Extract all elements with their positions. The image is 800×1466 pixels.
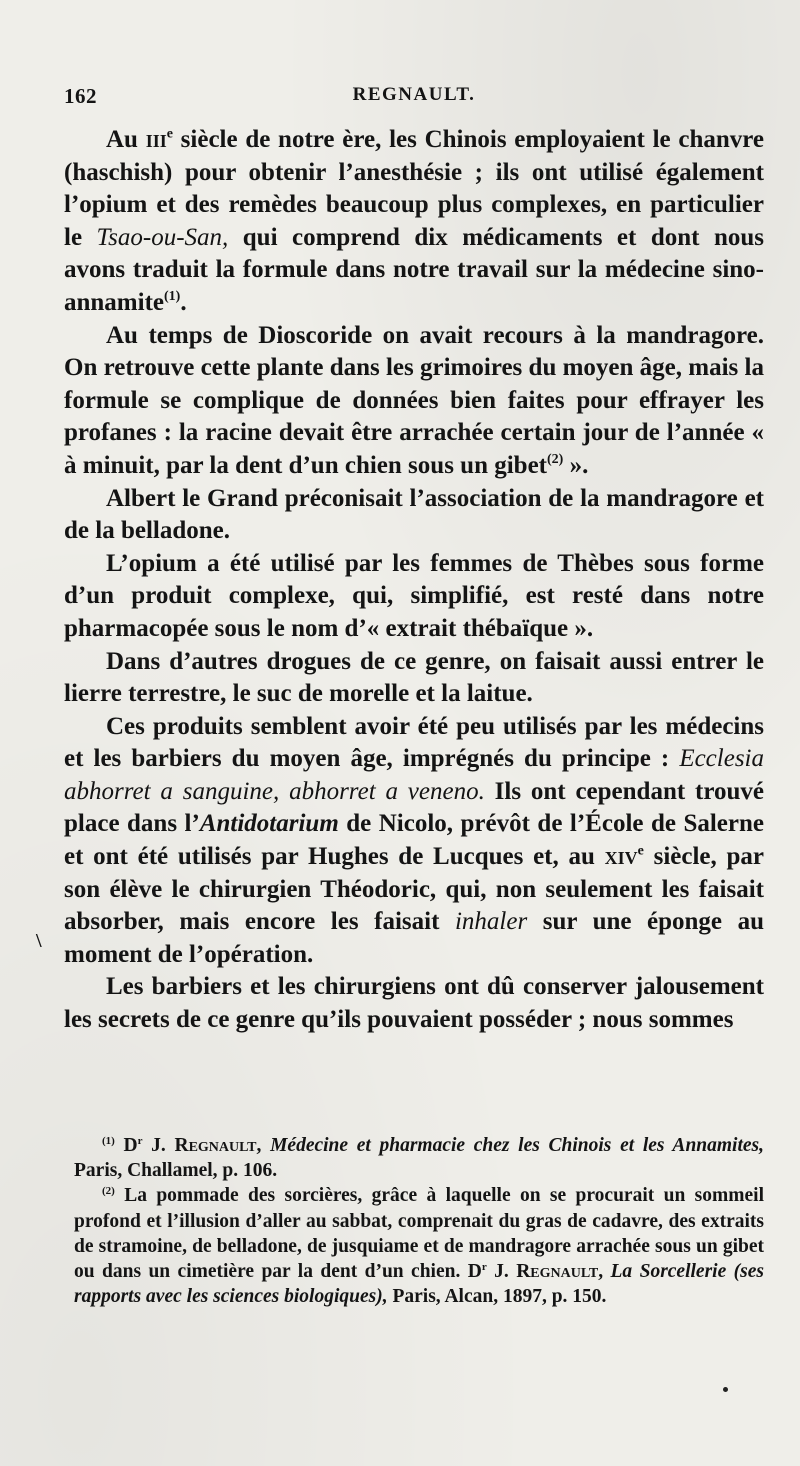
paragraph-albert-le-grand: Albert le Grand préconisait l’association de la mandragore et de la belladone.: [64, 484, 764, 545]
paragraph-mandragore: [64, 320, 764, 483]
paragraph-chinese-anesthesia: [64, 124, 764, 320]
publication-info: Paris, Alcan, 1897, p. 150.: [387, 1286, 607, 1308]
book-title: La Sorcellerie (ses rapports avec les sciences biologiques),: [74, 1261, 764, 1308]
running-title: REGNAULT.: [352, 84, 476, 105]
latin-maxim: Ecclesia abhorret a sanguine, abhorret a veneno.: [64, 745, 764, 805]
footnote-marker: (2): [102, 1185, 115, 1198]
text-run: La pommade des sorcières, grâce à laquelle on se procurait un sommeil profond et l’illusion d’aller au sabbat, comprenait du gras de cadavre, des extraits de stramoine, de belladone, de jusquiame et de mandragore arrachée sous un gibet ou dans un cimetière par la dent d’un chien.: [74, 1185, 764, 1283]
text-run: Ces produits semblent avoir été peu utilisés par les médecins et les barbiers du moyen âge, imprégnés du principe :: [64, 712, 764, 773]
text-run: de Nicolo, prévôt de l’École de Salerne et ont été utilisés par Hughes de Lucques et, au: [64, 810, 764, 871]
text-run: siècle de notre ère, les Chinois employaient le chanvre (haschish) pour obtenir l’anesthésie ; ils ont utilisé également l’opium et des remèdes beaucoup plus complexes, en particulier le: [64, 126, 764, 251]
paragraph-opium: L’opium a été utilisé par les femmes de Thèbes sous forme d’un produit complexe, qui, simplifié, est resté dans notre pharmacopée sous le nom d’« extrait thébaïque ».: [64, 549, 764, 642]
footnote-1: [74, 1133, 764, 1183]
author-name: J. Regnault,: [486, 1261, 604, 1283]
century-numeral: iii: [145, 126, 167, 153]
running-head: [64, 84, 764, 114]
text-run: siècle, par son élève le chirurgien Théodoric, qui, non seulement les faisait absorber, mais encore les faisait: [64, 843, 764, 936]
text-run: D: [467, 1261, 482, 1283]
text-run: sur une éponge au moment de l’opération.: [64, 908, 764, 968]
ordinal-suffix: e: [166, 126, 173, 142]
book-title: Médecine et pharmacie chez les Chinois et les Annamites,: [261, 1135, 765, 1156]
publication-info: Paris, Challamel, p. 106.: [74, 1160, 278, 1182]
text-run: Ils ont cependant trouvé place dans l’: [64, 777, 764, 838]
antidotarium-title: Antidotarium: [199, 810, 339, 838]
page-number: 162: [64, 84, 97, 108]
text-run: Au temps de Dioscoride on avait recours à la mandragore. On retrouve cette plante dans les grimoires du moyen âge, mais la formule se complique de données bien faites pour effrayer les profanes : la racine devait être arrachée certain jour de l’année « à minuit, par la dent d’un chien sous un gibet: [64, 321, 764, 479]
body-text: [64, 124, 764, 1037]
footnote-2: [74, 1183, 764, 1309]
text-run: D: [123, 1135, 138, 1156]
ink-speck: [723, 1387, 728, 1392]
text-run: Au: [106, 126, 146, 153]
margin-mark: \: [36, 930, 42, 952]
text-run: qui comprend dix médicaments et dont nous avons traduit la formule dans notre travail sur la médecine sino-annamite: [64, 223, 764, 316]
footnote-marker: (1): [102, 1135, 115, 1147]
paragraph-secrets: Les barbiers et les chirurgiens ont dû conserver jalousement les secrets de ce genre qu’ils pouvaient posséder ; nous sommes: [64, 973, 764, 1034]
text-run: ».: [563, 451, 589, 479]
century-numeral: xiv: [604, 843, 638, 871]
footnote-ref-1: (1): [164, 288, 181, 304]
author-name: J. Regnault,: [142, 1135, 262, 1156]
text-run: r: [137, 1135, 143, 1147]
text-run: r: [481, 1261, 487, 1274]
paragraph-autres-drogues: Dans d’autres drogues de ce genre, on faisait aussi entrer le lierre terrestre, le suc de morelle et la laitue.: [64, 647, 764, 708]
footnote-ref-2: (2): [547, 451, 564, 467]
remedy-name: Tsao-ou-San,: [96, 223, 229, 251]
paragraph-barbiers-moyen-age: [64, 711, 764, 972]
inhaler-word: inhaler: [454, 908, 528, 936]
text-run: .: [180, 288, 187, 316]
footnotes: [74, 1133, 764, 1309]
ordinal-suffix: e: [637, 843, 644, 859]
